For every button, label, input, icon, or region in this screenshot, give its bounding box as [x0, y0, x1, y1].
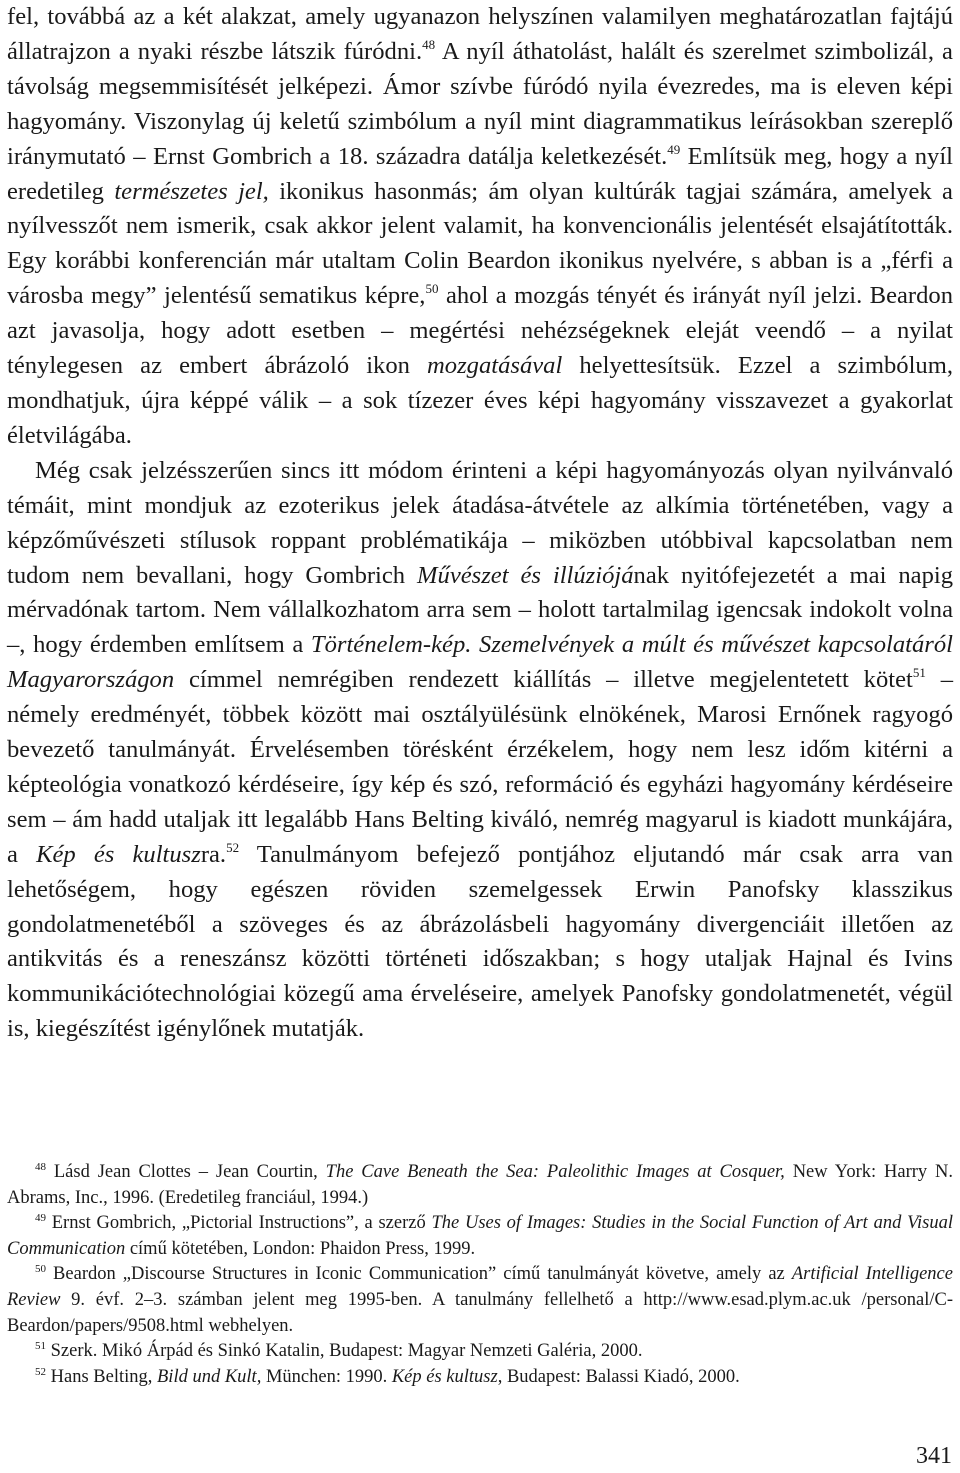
text-run: A nyíl áthatolást, halált és szerelmet szimbolizál, a távolság megsemmisítését jelképezi. Ámor szívbe fúródó nyila évezredes, ma is eleven képi hagyomány. Viszonylag új keletű szimbólum a nyíl mint diagrammatikus leírásokban szereplő iránymutató – Ernst Gombrich a 18. századra datálja keletkezését. [7, 37, 953, 170]
text-run: ikonikus hasonmás; ám olyan kultúrák tagjai számára, amelyek a nyílvesszőt nem ismerik, csak akkor jelent valamit, ha konvencionális jelentését elsajátították. Egy korábbi konferencián már utaltam Colin Beardon ikonikus nyelvére, s abban is a „férfi a városba megy” jelentésű sematikus képre, [7, 177, 953, 310]
footnote-text: Hans Belting, [46, 1366, 157, 1387]
footnote-number: 49 [35, 1212, 46, 1225]
page-number: 341 [916, 1443, 952, 1469]
footnote-text: München: 1990. [261, 1366, 392, 1387]
footnote-ref-52[interactable]: 52 [226, 839, 240, 855]
footnote-ref-50[interactable]: 50 [425, 281, 439, 297]
text-run: címmel nemrégiben rendezett kiállítás – illetve megjelentetett kötet [174, 666, 913, 694]
text-run: nak nyitófejezetét a mai napig mérvadónak tartom. Nem vállalkozhatom arra sem – holott tartalmilag igencsak indokolt volna –, hogy érdemben említsem a [7, 561, 953, 659]
footnote-text: című kötetében, London: Phaidon Press, 1999. [125, 1238, 476, 1259]
footnote-number: 50 [35, 1263, 46, 1276]
footnote-52 [7, 1365, 953, 1391]
footnote-text: Szerk. Mikó Árpád és Sinkó Katalin, Budapest: Magyar Nemzeti Galéria, 2000. [46, 1341, 643, 1362]
footnote-italic: Bild und Kult, [157, 1366, 262, 1387]
footnote-text: , Budapest: Balassi Kiadó, 2000. [497, 1366, 740, 1387]
text-run: ra. [200, 840, 227, 868]
footnote-number: 52 [35, 1365, 46, 1378]
text-run: ahol a mozgás tényét és irányát nyíl jelzi. Beardon azt javasolja, hogy adott esetben – megértési nehézségeknek eleját veendő – a nyilat ténylegesen az embert ábrázoló ikon [7, 282, 954, 380]
footnote-text: Lásd Jean Clottes – Jean Courtin, [46, 1162, 326, 1182]
footnote-italic: The Cave Beneath the Sea: Paleolithic Images at Cosquer, [325, 1162, 785, 1182]
italic-run: mozgatásával [427, 352, 563, 380]
footnote-ref-49[interactable]: 49 [667, 141, 681, 157]
paragraph-2 [7, 454, 953, 1047]
footnote-italic: The Uses of Images: Studies in the Social Function of Art and Visual Communication [7, 1213, 953, 1259]
italic-run: Történelem-kép. Szemelvények a múlt és művészet kapcsolatáról Magyarországon [7, 631, 953, 694]
footnote-51 [7, 1339, 953, 1365]
footnote-ref-48[interactable]: 48 [422, 36, 436, 52]
text-run: Említsük meg, hogy a nyíl eredetileg [7, 142, 953, 205]
text-run: Még csak jelzésszerűen sincs itt módom érinteni a képi hagyományozás olyan nyilvánvaló témáit, mint mondjuk az ezoterikus jelek átadása-átvétele az alkímia történetében, vagy a képzőművészeti stílusok roppant problématikája – miközben utóbbival kapcsolatban nem tudom nem bevallani, hogy Gombrich [7, 456, 953, 589]
text-run: helyettesítsük. Ezzel a szimbólum, mondhatjuk, újra képpé válik – a sok tízezer éves képi hagyomány visszavezet a gyakorlat életvilágába. [7, 352, 953, 449]
paragraph-1 [7, 0, 953, 454]
footnote-50 [7, 1262, 953, 1339]
footnote-italic: Artificial Intelligence Review [7, 1264, 953, 1310]
footnote-number: 51 [35, 1340, 46, 1353]
footnote-48 [7, 1160, 953, 1211]
text-run: fel, továbbá az a két alakzat, amely ugyanazon helyszínen valamilyen meghatározatlan fajtájú állatrajzon a nyaki részbe látszik fúródni. [7, 3, 953, 65]
text-run: – némely eredményét, többek között mai osztályülésünk elnökének, Marosi Ernőnek ragyogó bevezető tanulmányát. Érvelésemben törésként érzékelem, hogy nem lesz időm kitérni a képteológia vonatkozó kérdéseire, így kép és szó, reformáció és egyházi hagyomány kérdéseire sem – ám hadd utaljak itt legalább Hans Belting kiváló, nemrég magyarul is kiadott munkájára, a [7, 666, 953, 868]
italic-run: Kép és kultusz [36, 840, 201, 868]
body-text [7, 0, 953, 1047]
text-run: Tanulmányom befejező pontjához eljutandó már csak arra van lehetőségem, hogy egészen röviden szemelgessek Erwin Panofsky klasszikus gondolatmenetéből a szöveges és az ábrázolásbeli hagyomány divergenciáit illetően az antikvitás és a reneszánsz közötti történeti időszakban; s hogy utaljak Hajnal és Ivins kommunikációtechnológiai közegű ama érveléseire, amelyek Panofsky gondolatmenetét, végül is, kiegészítést igénylőnek mutatják. [7, 840, 953, 1043]
footnotes [7, 1160, 953, 1390]
footnote-49 [7, 1211, 953, 1262]
footnote-italic: Kép és kultusz [391, 1366, 498, 1387]
footnote-text: Ernst Gombrich, „Pictorial Instructions”, a szerző [46, 1213, 432, 1234]
footnote-text: New York: Harry N. Abrams, Inc., 1996. (Eredetileg franciául, 1994.) [7, 1162, 954, 1208]
footnote-text: 9. évf. 2–3. számban jelent meg 1995-ben. A tanulmány fellelhető a http://www.esad.plym.ac.uk /personal/C-Beardon/papers/9508.html webhelyen. [7, 1289, 953, 1336]
footnote-number: 48 [35, 1161, 46, 1173]
italic-run: természetes jel, [114, 177, 269, 205]
footnote-text: Beardon „Discourse Structures in Iconic Communication” című tanulmányát követve, amely az [46, 1264, 792, 1285]
italic-run: Művészet és illúziójá [417, 561, 634, 589]
footnote-ref-51[interactable]: 51 [912, 665, 926, 681]
